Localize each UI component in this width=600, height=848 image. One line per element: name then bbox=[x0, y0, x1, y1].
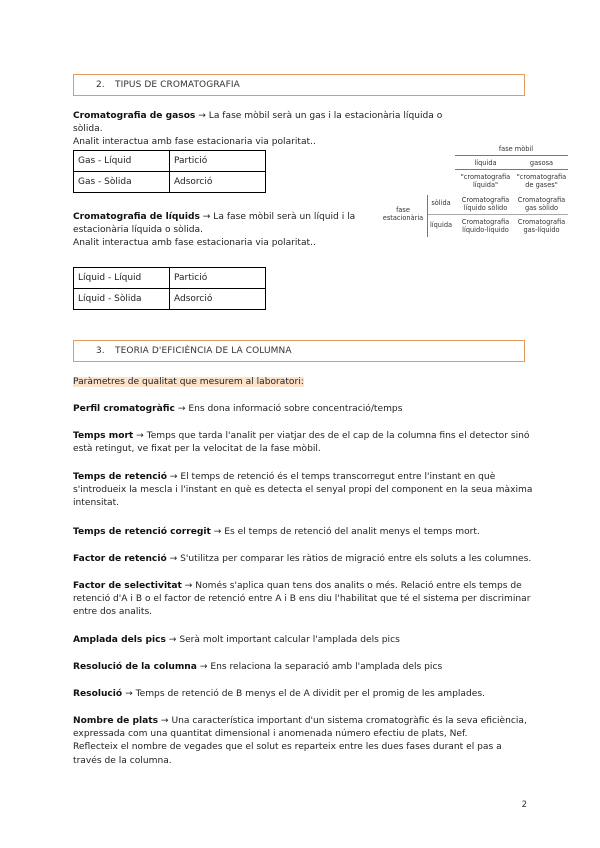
definition-text: Només s'aplica quan tens dos analits o més. Relació entre els temps de retenció d'A i B o el factor de retenció entre A i B ens diu l'habilitat que té el sistema per discriminar entre dos analits. bbox=[73, 581, 531, 618]
section-2-title: TIPUS DE CROMATOGRAFIA bbox=[115, 80, 240, 90]
definition-item: Nombre de plats → Una característica important d'un sistema cromatogràfic és la seva eficiència, expressada com una quantitat dimensional i anomenada número efectiu de plats, Nef. Reflecteix el nombre de vegades que el solut es reparteix entre les dues fases durant el pas a través de la columna. bbox=[73, 716, 527, 766]
table-cell: Gas - Sòlida bbox=[74, 172, 170, 193]
liquid-table bbox=[73, 267, 266, 310]
definition-text: Serà molt important calcular l'amplada dels pics bbox=[179, 635, 400, 645]
table-cell: Adsorció bbox=[170, 289, 266, 310]
definition-text: Ens relaciona la separació amb l'amplada dels pics bbox=[210, 662, 443, 672]
gas-line2: Analit interactua amb fase estacionaria via polaritat.. bbox=[73, 137, 316, 148]
definition-term: Temps de retenció bbox=[73, 472, 167, 482]
definition-term: Perfil cromatogràfic bbox=[73, 404, 175, 414]
definition-item: Resolució de la columna → Ens relaciona la separació amb l'amplada dels pics bbox=[73, 662, 443, 672]
figure-row-liquid: líquida bbox=[429, 221, 453, 229]
figure-cell-text: "cromatografia bbox=[460, 173, 511, 181]
definition-term: Temps de retenció corregit bbox=[73, 527, 211, 537]
figure-cell-text: de gases" bbox=[525, 181, 558, 189]
figure-divider bbox=[455, 155, 568, 156]
definition-text: Temps de retenció de B menys el de A dividit per el promig de les amplades. bbox=[135, 689, 485, 699]
table-cell: Partició bbox=[170, 268, 266, 289]
definition-text: S'utilitza per comparar les ràtios de migració entre els soluts a les columnes. bbox=[180, 554, 532, 564]
gas-paragraph: Cromatografia de gasos → La fase mòbil serà un gas i la estacionària líquida o sòlida. Analit interactua amb fase estacionaria via polaritat.. bbox=[73, 111, 443, 148]
definition-text-extra: Reflecteix el nombre de vegades que el solut es reparteix entre les dues fases durant el pas a través de la columna. bbox=[73, 742, 502, 766]
figure-cell-text: Cromatografia bbox=[517, 196, 566, 204]
figure-col-gas: gasosa bbox=[529, 159, 554, 167]
figure-cell-text: líquida" bbox=[472, 181, 499, 189]
definition-text: Es el temps de retenció del analit menys el temps mort. bbox=[224, 527, 480, 537]
table-row bbox=[74, 289, 266, 310]
figure-col-liquid: líquida bbox=[474, 159, 497, 167]
table-cell: Líquid - Líquid bbox=[74, 268, 170, 289]
definition-item: Perfil cromatogràfic → Ens dona informació sobre concentració/temps bbox=[73, 404, 403, 414]
table-cell: Adsorció bbox=[170, 172, 266, 193]
definition-item: Temps de retenció → El temps de retenció és el temps transcorregut entre l'instant en què s'introdueix la mescla i l'instant en què es detecta el senyal propi del component en la seua màxima intensitat. bbox=[73, 472, 533, 509]
figure-cell-text: líquido sòlido bbox=[463, 204, 508, 212]
definition-text: El temps de retenció és el temps transcorregut entre l'instant en què s'introdueix la mescla i l'instant en què es detecta el senyal propi del component en la seua màxima intensitat. bbox=[73, 472, 533, 509]
definition-item: Factor de selectivitat → Només s'aplica quan tens dos analits o més. Relació entre els temps de retenció d'A i B o el factor de retenció entre A i B ens diu l'habilitat que té el sistema per discriminar entre dos analits. bbox=[73, 581, 531, 618]
gas-desc: La fase mòbil serà un gas i la estacionària líquida o sòlida. bbox=[73, 111, 443, 135]
liquid-desc-b: estacionària líquida o sòlida. bbox=[73, 225, 204, 236]
table-cell: Líquid - Sòlida bbox=[74, 289, 170, 310]
table-cell: Gas - Líquid bbox=[74, 151, 170, 172]
figure-cell-text: Cromatografia bbox=[517, 218, 566, 226]
definition-term: Temps mort bbox=[73, 431, 134, 441]
figure-row-solid: sòlida bbox=[431, 199, 451, 207]
gas-term: Cromatografia de gasos bbox=[73, 111, 196, 121]
figure-cell-text: líquido-líquido bbox=[462, 226, 509, 234]
figure-cell-text: "cromatografia bbox=[516, 173, 567, 181]
figure-header-mobile-phase: fase mòbil bbox=[498, 145, 534, 153]
page-number: 2 bbox=[521, 800, 527, 810]
definition-term: Nombre de plats bbox=[73, 716, 159, 726]
figure-side-label: fase estacionària bbox=[382, 206, 424, 222]
definition-item: Temps mort → Temps que tarda l'analit per viatjar des de el cap de la columna fins el detector sinó està retingut, ve fixat per la velocitat de la fase mòbil. bbox=[73, 431, 530, 455]
definition-item: Temps de retenció corregit → Es el temps de retenció del analit menys el temps mort. bbox=[73, 527, 480, 537]
figure-cell-text: gas-líquido bbox=[523, 226, 560, 234]
definition-text: Ens dona informació sobre concentració/temps bbox=[188, 404, 403, 414]
section-3-number: 3. bbox=[96, 346, 105, 356]
definition-text: Una característica important d'un sistema cromatogràfic és la seva eficiència, expressada com una quantitat dimensional i anomenada número efectiu de plats, Nef. bbox=[73, 716, 527, 740]
definition-item: Factor de retenció → S'utilitza per comparar les ràtios de migració entre els soluts a les columnes. bbox=[73, 554, 532, 564]
definition-item: Amplada dels pics → Serà molt important calcular l'amplada dels pics bbox=[73, 635, 400, 645]
definition-text: Temps que tarda l'analit per viatjar des de el cap de la columna fins el detector sinó està retingut, ve fixat per la velocitat de la fase mòbil. bbox=[73, 431, 530, 455]
liquid-line2: Analit interactua amb fase estacionaria via polaritat.. bbox=[73, 238, 316, 249]
section-2-number: 2. bbox=[96, 80, 105, 90]
table-row bbox=[74, 172, 266, 193]
definition-term: Resolució bbox=[73, 689, 123, 699]
table-row bbox=[74, 151, 266, 172]
section-2-header bbox=[73, 74, 525, 96]
figure-cell-text: Cromatografia bbox=[461, 218, 510, 226]
figure-cell-text: gas sòlido bbox=[524, 204, 559, 212]
table-row bbox=[74, 268, 266, 289]
liquid-desc-a: La fase mòbil serà un líquid i la bbox=[213, 212, 356, 222]
gas-table bbox=[73, 150, 266, 193]
definition-term: Resolució de la columna bbox=[73, 662, 197, 672]
figure-divider bbox=[455, 169, 568, 170]
highlighted-intro: Paràmetres de qualitat que mesurem al laboratori: bbox=[73, 377, 304, 387]
definition-term: Amplada dels pics bbox=[73, 635, 166, 645]
figure-cell-text: Cromatografia bbox=[461, 196, 510, 204]
definition-item: Resolució → Temps de retenció de B menys el de A dividit per el promig de les amplades. bbox=[73, 689, 485, 699]
section-3-header bbox=[73, 340, 525, 362]
figure-divider bbox=[428, 214, 568, 215]
table-cell: Partició bbox=[170, 151, 266, 172]
section-3-title: TEORIA D'EFICIÈNCIA DE LA COLUMNA bbox=[115, 346, 292, 356]
liquid-term: Cromatografia de líquids bbox=[73, 212, 200, 222]
definition-term: Factor de retenció bbox=[73, 554, 167, 564]
quality-params-intro bbox=[73, 376, 533, 389]
liquid-paragraph: Cromatografia de líquids → La fase mòbil serà un líquid i la estacionària líquida o sòlida. Analit interactua amb fase estacionaria via polaritat.. bbox=[73, 212, 356, 249]
definition-term: Factor de selectivitat bbox=[73, 581, 182, 591]
